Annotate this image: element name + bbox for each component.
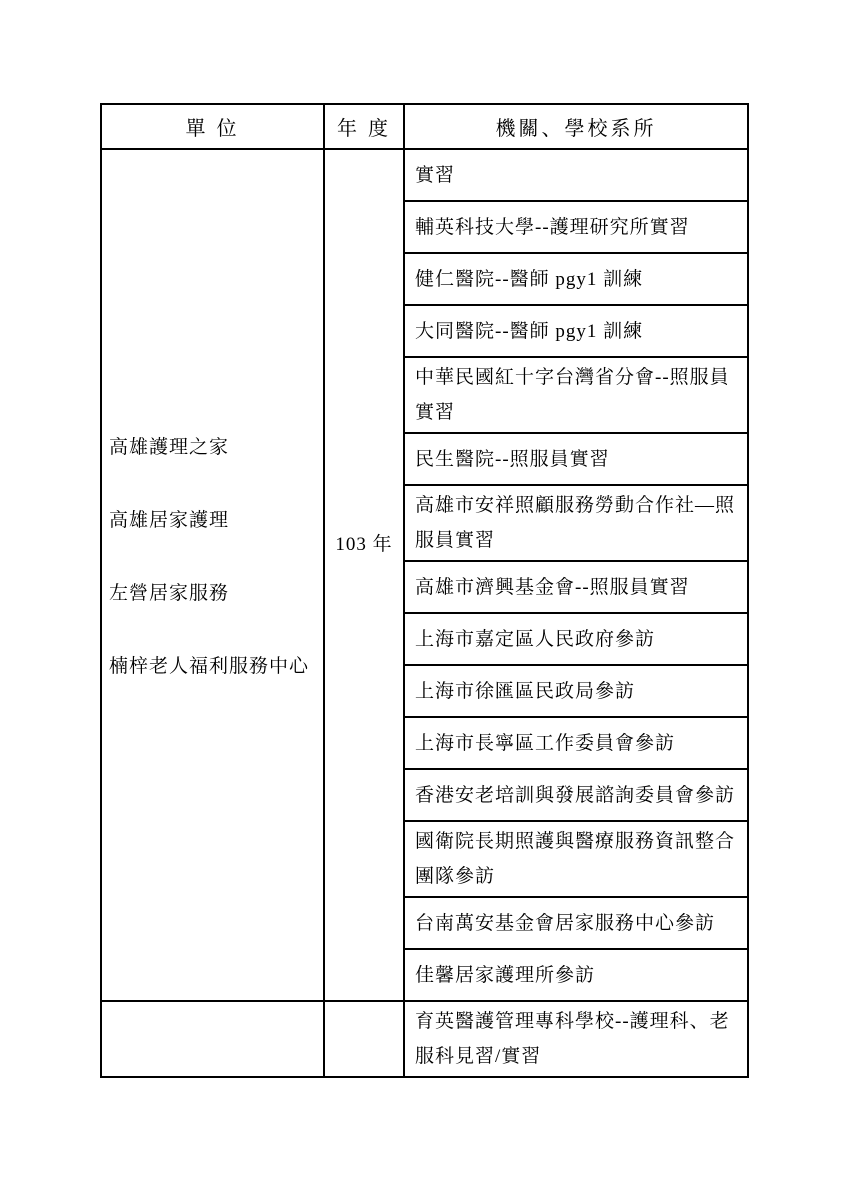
org-cell: 育英醫護管理專科學校--護理科、老服科見習/實習 <box>404 1001 748 1077</box>
header-year: 年 度 <box>324 104 404 149</box>
table-row <box>101 149 748 201</box>
org-cell: 佳馨居家護理所參訪 <box>404 949 748 1001</box>
org-cell: 大同醫院--醫師 pgy1 訓練 <box>404 305 748 357</box>
unit-cell <box>101 149 324 1001</box>
org-cell: 台南萬安基金會居家服務中心參訪 <box>404 897 748 949</box>
org-cell: 上海市嘉定區人民政府參訪 <box>404 613 748 665</box>
unit-name: 楠梓老人福利服務中心 <box>109 656 310 677</box>
header-unit: 單 位 <box>101 104 324 149</box>
org-cell: 民生醫院--照服員實習 <box>404 433 748 485</box>
year-value: 103 年 <box>335 533 393 555</box>
unit-list <box>102 150 323 678</box>
org-cell: 上海市長寧區工作委員會參訪 <box>404 717 748 769</box>
year-cell <box>324 149 404 1001</box>
org-cell: 高雄市濟興基金會--照服員實習 <box>404 561 748 613</box>
unit-cell-empty <box>101 1001 324 1077</box>
unit-name: 高雄居家護理 <box>109 510 230 531</box>
org-cell: 輔英科技大學--護理研究所實習 <box>404 201 748 253</box>
org-cell: 上海市徐匯區民政局參訪 <box>404 665 748 717</box>
units-schools-table <box>100 103 749 1078</box>
org-cell: 國衛院長期照護與醫療服務資訊整合團隊參訪 <box>404 821 748 897</box>
unit-name: 左營居家服務 <box>109 583 230 604</box>
org-cell: 高雄市安祥照顧服務勞動合作社—照服員實習 <box>404 485 748 561</box>
table-header-row <box>101 104 748 149</box>
year-cell-empty <box>324 1001 404 1077</box>
org-cell: 健仁醫院--醫師 pgy1 訓練 <box>404 253 748 305</box>
table-row <box>101 1001 748 1077</box>
org-cell: 中華民國紅十字台灣省分會--照服員實習 <box>404 357 748 433</box>
header-org: 機關、學校系所 <box>404 104 748 149</box>
unit-name: 高雄護理之家 <box>109 437 230 458</box>
org-cell: 香港安老培訓與發展諮詢委員會參訪 <box>404 769 748 821</box>
org-cell: 實習 <box>404 149 748 201</box>
